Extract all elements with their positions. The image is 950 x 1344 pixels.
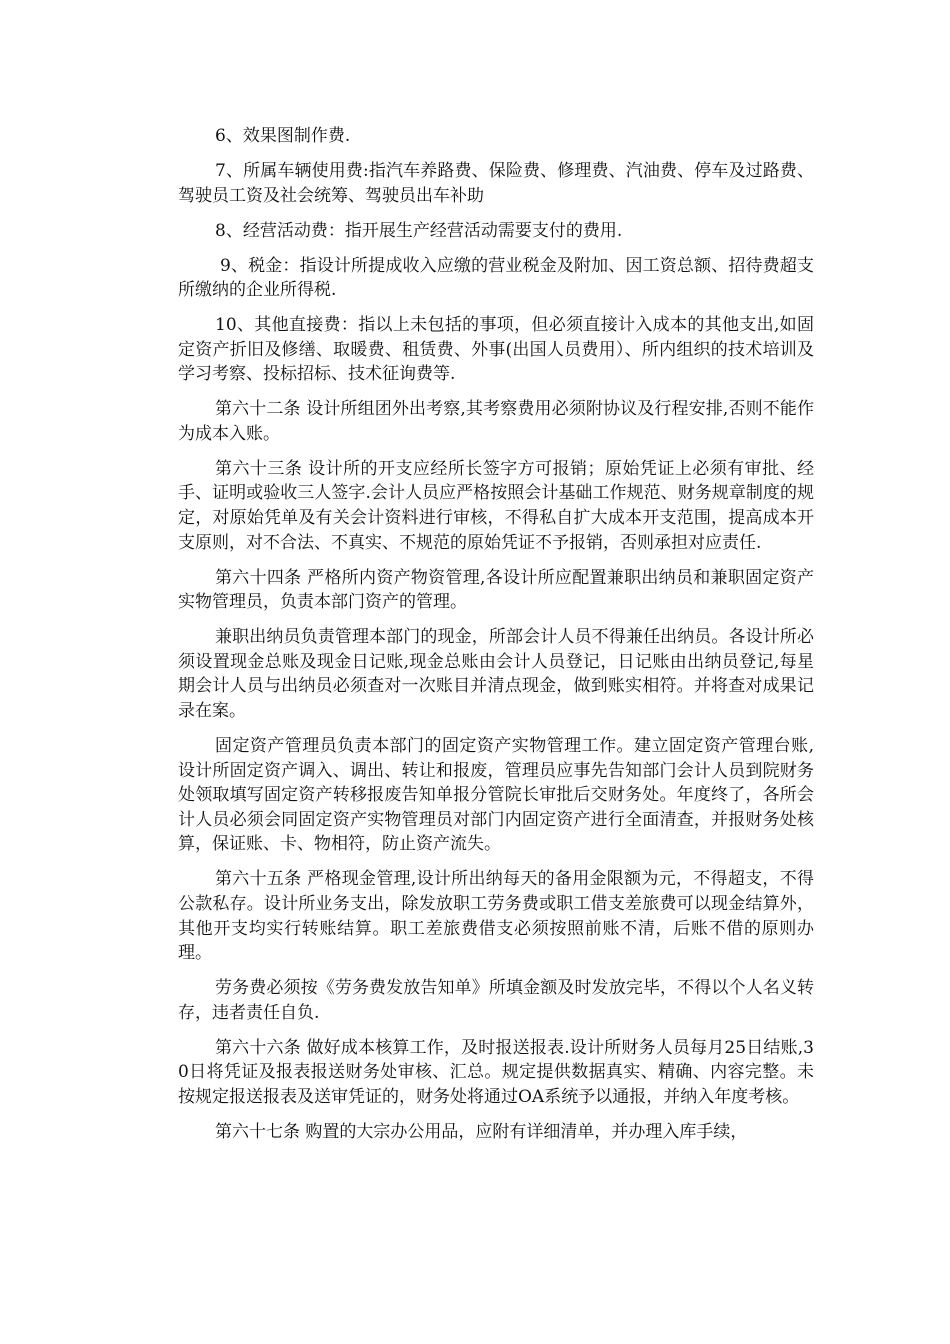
paragraph-cashier: 兼职出纳员负责管理本部门的现金，所部会计人员不得兼任出纳员。各设计所必须设置现金总账及现金日记账,现金总账由会计人员登记，日记账由出纳员登记,每星期会计人员与出纳员必须查对一次账目并清点现金，做到账实相符。并将查对成果记录在案。	[178, 627, 814, 721]
paragraph-item-7: 7、所属车辆使用费:指汽车养路费、保险费、修理费、汽油费、停车及过路费、驾驶员工资及社会统筹、驾驶员出车补助	[178, 160, 814, 206]
paragraph-item-10: 10、其他直接费：指以上未包括的事项，但必须直接计入成本的其他支出,如固定资产折旧及修缮、取暖费、租赁费、外事(出国人员费用）、所内组织的技术培训及学习考察、投标招标、技术征询费等.	[178, 315, 814, 385]
paragraph-article-65: 第六十五条 严格现金管理,设计所出纳每天的备用金限额为元，不得超支，不得公款私存。设计所业务支出，除发放职工劳务费或职工借支差旅费可以现金结算外，其他开支均实行转账结算。职工差旅费借支必须按照前账不清，后账不借的原则办理。	[178, 869, 814, 964]
paragraph-article-62: 第六十二条 设计所组团外出考察,其考察费用必须附协议及行程安排,否则不能作为成本入账。	[178, 399, 814, 444]
paragraph-fixed-assets: 固定资产管理员负责本部门的固定资产实物管理工作。建立固定资产管理台账,设计所固定资产调入、调出、转让和报废，管理员应事先告知部门会计人员到院财务处领取填写固定资产转移报废告知单报分管院长审批后交财务处。年度终了，各所会计人员必须会同固定资产实物管理员对部门内固定资产进行全面清查，并报财务处核算，保证账、卡、物相符，防止资产流失。	[178, 735, 814, 855]
paragraph-article-64: 第六十四条 严格所内资产物资管理,各设计所应配置兼职出纳员和兼职固定资产实物管理员，负责本部门资产的管理。	[178, 567, 814, 613]
document-page	[178, 124, 814, 1155]
paragraph-item-8: 8、经营活动费：指开展生产经营活动需要支付的费用.	[215, 220, 623, 241]
paragraph-article-63: 第六十三条 设计所的开支应经所长签字方可报销；原始凭证上必须有审批、经手、证明或验收三人签字.会计人员应严格按照会计基础工作规范、财务规章制度的规定，对原始凭单及有关会计资料进行审核，不得私自扩大成本开支范围，提高成本开支原则，对不合法、不真实、不规范的原始凭证不予报销，否则承担对应责任.	[178, 458, 814, 553]
paragraph-article-66: 第六十六条 做好成本核算工作，及时报送报表.设计所财务人员每月25日结账,30日将凭证及报表报送财务处审核、汇总。规定提供数据真实、精确、内容完整。未按规定报送报表及送审凭证的，财务处将通过OA系统予以通报，并纳入年度考核。	[178, 1037, 814, 1107]
paragraph-item-6: 6、效果图制作费.	[215, 126, 351, 146]
paragraph-labor-fee: 劳务费必须按《劳务费发放告知单》所填金额及时发放完毕，不得以个人名义转存，违者责任自负.	[178, 978, 814, 1023]
paragraph-item-9: 9、税金：指设计所提成收入应缴的营业税金及附加、因工资总额、招待费超支所缴纳的企业所得税.	[178, 255, 814, 301]
paragraph-article-67: 第六十七条 购置的大宗办公用品，应附有详细清单，并办理入库手续，	[215, 1121, 748, 1142]
